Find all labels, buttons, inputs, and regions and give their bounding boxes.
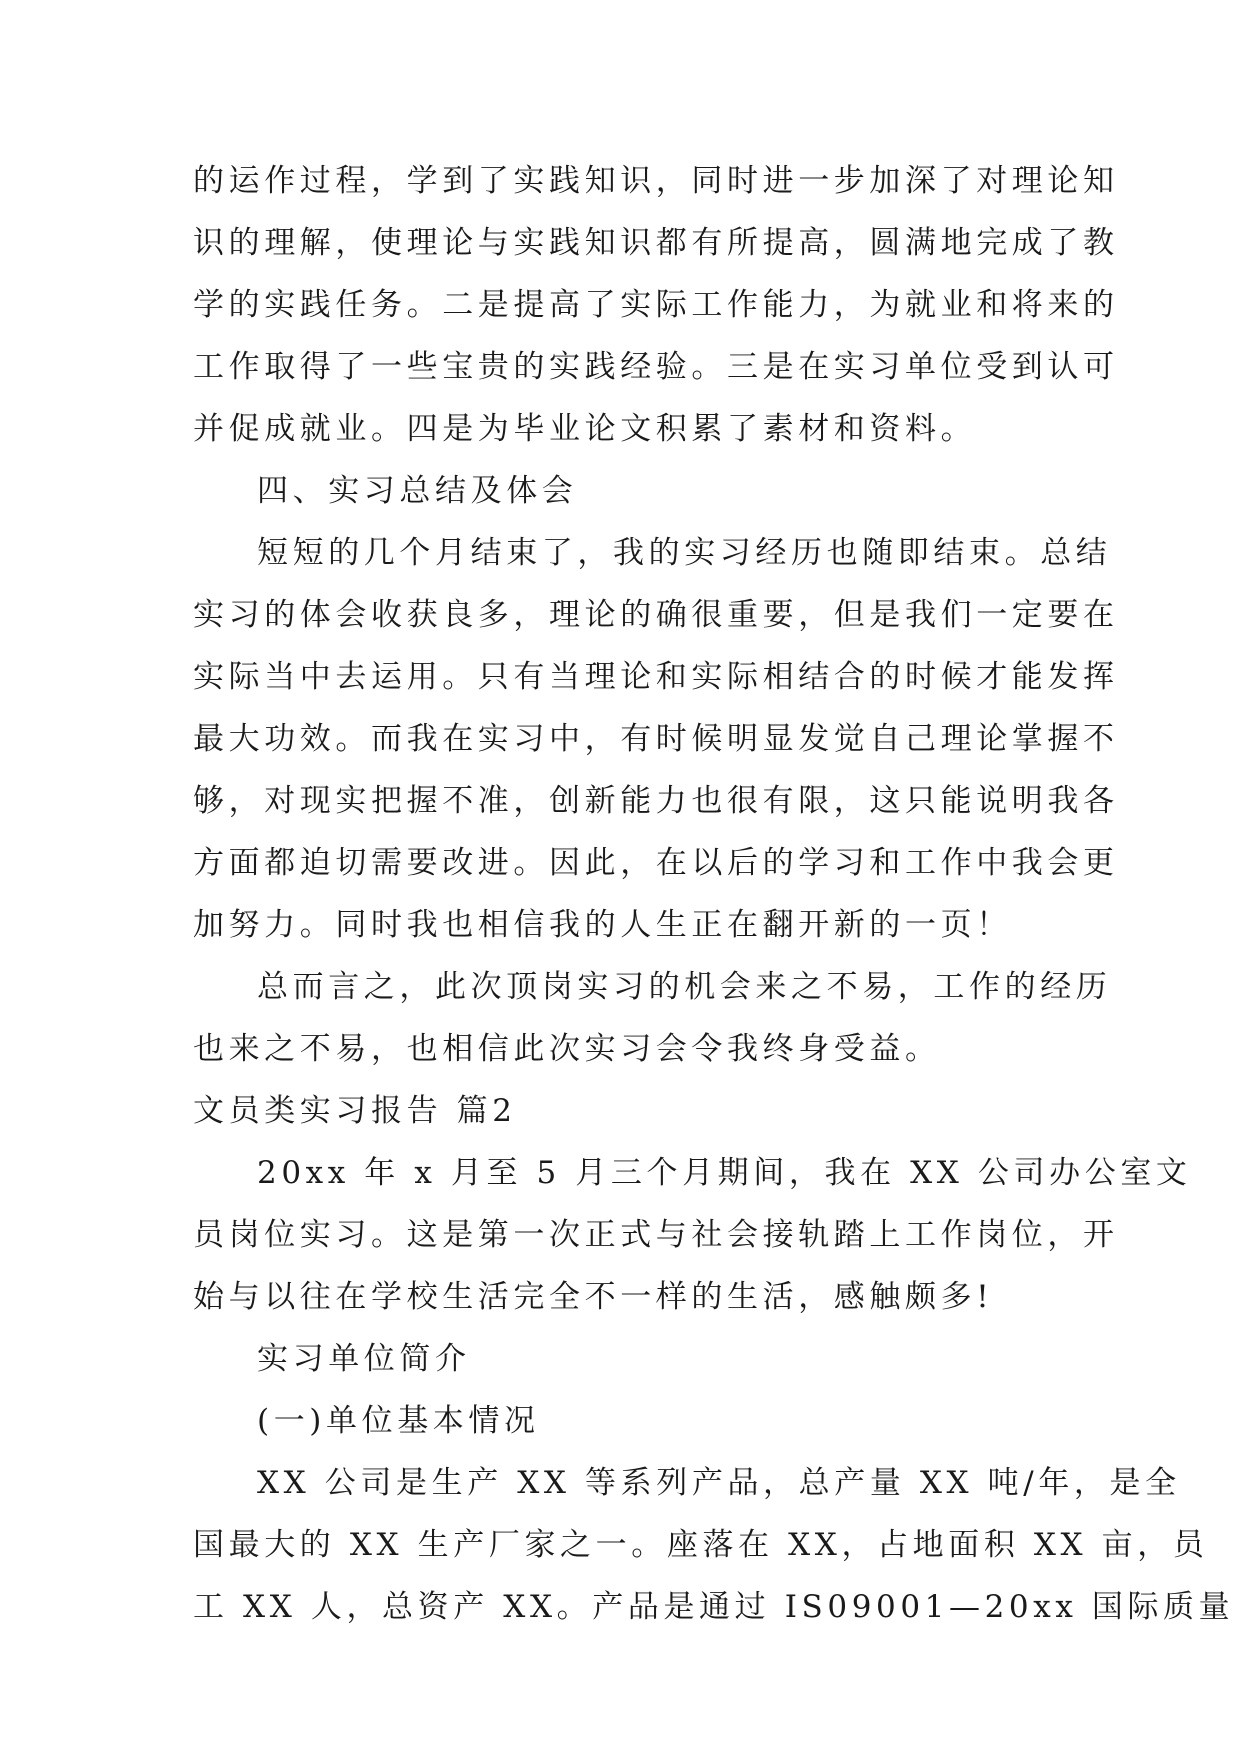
paragraph-line: XX 公司是生产 XX 等系列产品，总产量 XX 吨/年，是全 bbox=[257, 1465, 1181, 1501]
paragraph-line: 总而言之，此次顶岗实习的机会来之不易，工作的经历 bbox=[257, 969, 1112, 1005]
subsection-heading: (一)单位基本情况 bbox=[257, 1403, 540, 1439]
paragraph-line: 方面都迫切需要改进。因此，在以后的学习和工作中我会更 bbox=[193, 845, 1119, 881]
paragraph-line: 加努力。同时我也相信我的人生正在翻开新的一页！ bbox=[193, 907, 1012, 943]
paragraph-line: 的运作过程，学到了实践知识，同时进一步加深了对理论知 bbox=[193, 163, 1119, 199]
paragraph-line: 员岗位实习。这是第一次正式与社会接轨踏上工作岗位，开 bbox=[193, 1217, 1119, 1253]
paragraph-line: 够，对现实把握不准，创新能力也很有限，这只能说明我各 bbox=[193, 783, 1119, 819]
report-title: 文员类实习报告 篇2 bbox=[193, 1093, 517, 1129]
paragraph-line: 工作取得了一些宝贵的实践经验。三是在实习单位受到认可 bbox=[193, 349, 1119, 385]
paragraph-line: 学的实践任务。二是提高了实际工作能力，为就业和将来的 bbox=[193, 287, 1119, 323]
paragraph-line: 工 XX 人，总资产 XX。产品是通过 IS09001—20xx 国际质量 bbox=[193, 1589, 1235, 1625]
paragraph-line: 也来之不易，也相信此次实习会令我终身受益。 bbox=[193, 1031, 941, 1067]
paragraph-line: 20xx 年 x 月至 5 月三个月期间，我在 XX 公司办公室文 bbox=[257, 1155, 1192, 1191]
paragraph-line: 短短的几个月结束了，我的实习经历也随即结束。总结 bbox=[257, 535, 1112, 571]
paragraph-line: 并促成就业。四是为毕业论文积累了素材和资料。 bbox=[193, 411, 977, 447]
section-heading: 实习单位简介 bbox=[257, 1341, 471, 1377]
paragraph-line: 最大功效。而我在实习中，有时候明显发觉自己理论掌握不 bbox=[193, 721, 1119, 757]
paragraph-line: 实际当中去运用。只有当理论和实际相结合的时候才能发挥 bbox=[193, 659, 1119, 695]
paragraph-line: 识的理解，使理论与实践知识都有所提高，圆满地完成了教 bbox=[193, 225, 1119, 261]
paragraph-line: 始与以往在学校生活完全不一样的生活，感触颇多! bbox=[193, 1279, 994, 1315]
paragraph-line: 国最大的 XX 生产厂家之一。座落在 XX，占地面积 XX 亩，员 bbox=[193, 1527, 1209, 1563]
paragraph-line: 实习的体会收获良多，理论的确很重要，但是我们一定要在 bbox=[193, 597, 1119, 633]
document-page bbox=[193, 150, 1235, 1638]
section-heading: 四、实习总结及体会 bbox=[257, 473, 578, 509]
